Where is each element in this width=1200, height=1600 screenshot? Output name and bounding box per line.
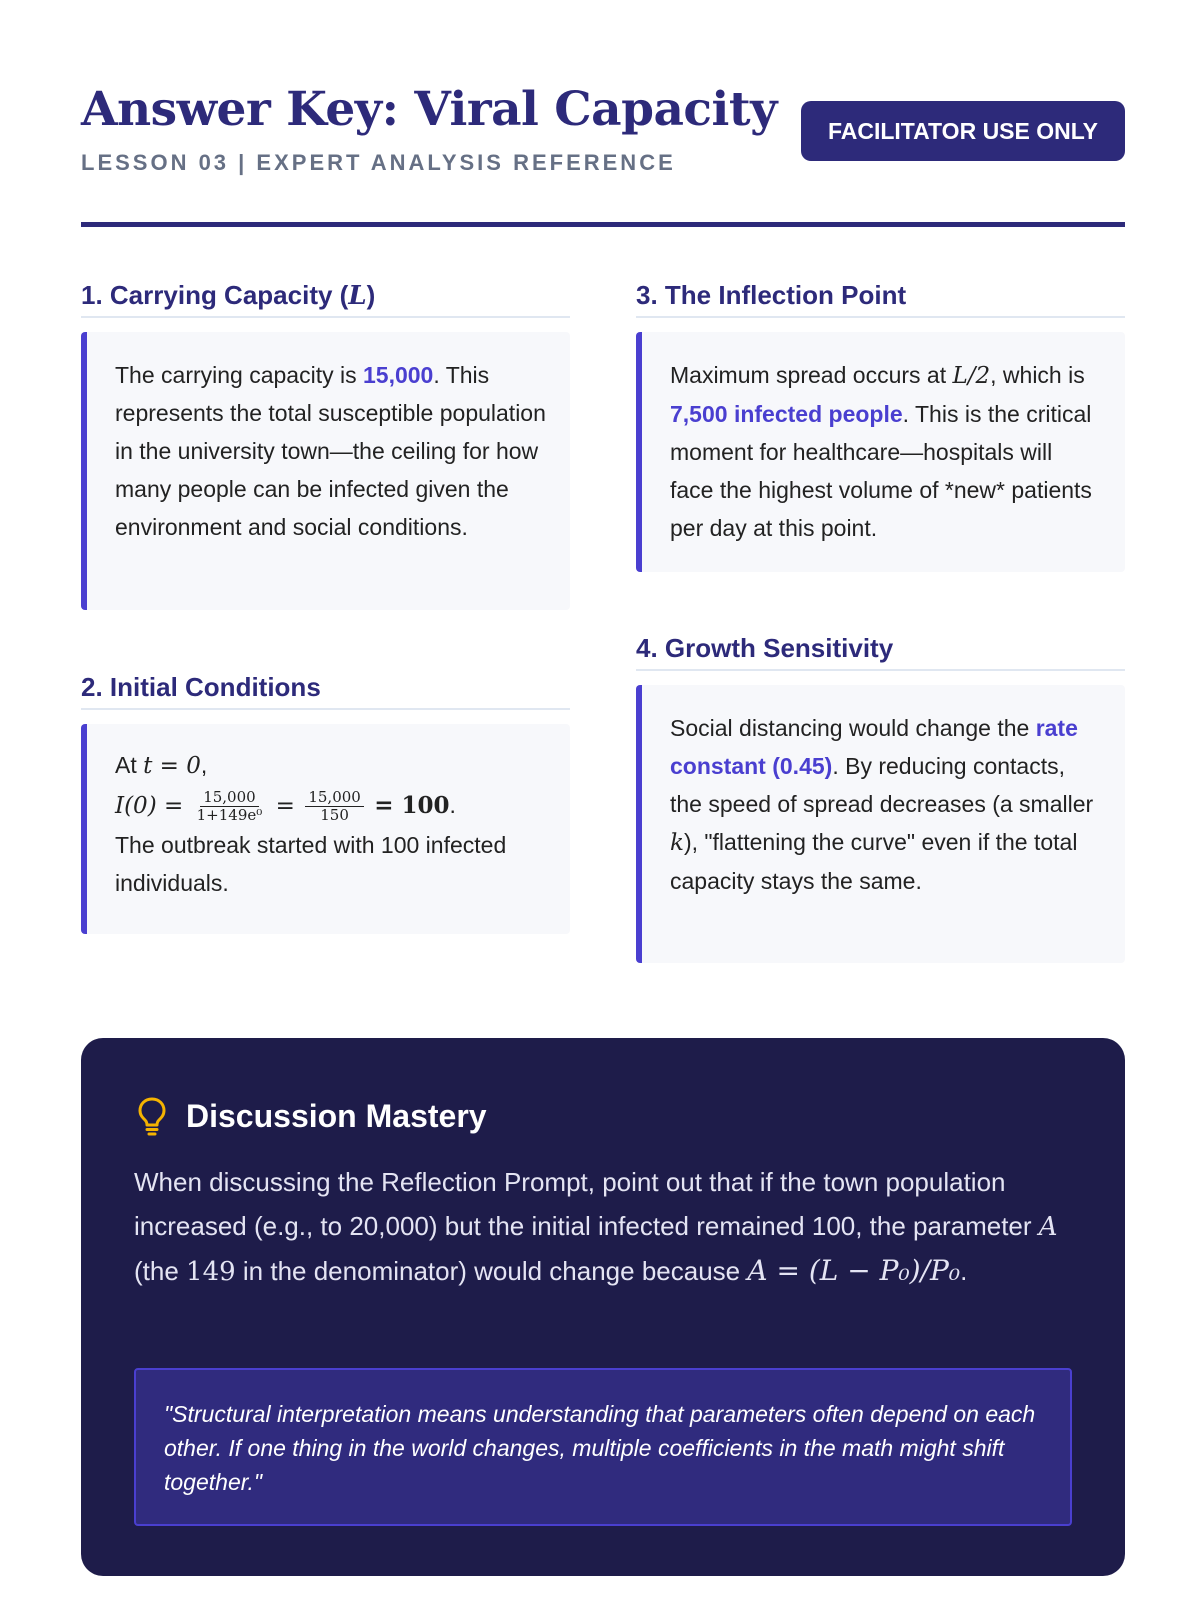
initial-equation: I(0) = $\frac{15,000}{\text{1+149e⁰}}$ = $\frac{15,000}{150}$ = 100. [115, 788, 456, 825]
mastery-quote: "Structural interpretation means understanding that parameters often depend on each other. If one thing in the world changes, multiple coefficients in the math might shift together." [134, 1368, 1072, 1526]
section-growth-sensitivity [636, 633, 1125, 963]
mastery-header [136, 1096, 487, 1136]
section-card: The carrying capacity is 15,000. This represents the total susceptible population in the university town—the ceiling for how many people can be infected given the environment and social conditions. [81, 332, 570, 610]
section-title: 1. Carrying Capacity (L) [81, 280, 570, 318]
section-card: Social distancing would change the rate constant (0.45). By reducing contacts, the speed of spread decreases (a smaller k), "flattening the curve" even if the total capacity stays the same. [636, 685, 1125, 963]
initial-time-line: At t = 0, [115, 752, 208, 779]
mastery-formula: A = (L − P₀)/P₀ [747, 1254, 961, 1287]
section-initial-conditions [81, 672, 570, 934]
highlight-value: 15,000 [362, 362, 434, 388]
facilitator-badge: FACILITATOR USE ONLY [801, 101, 1125, 161]
section-title: 3. The Inflection Point [636, 280, 1125, 318]
section-title: 2. Initial Conditions [81, 672, 570, 710]
section-title: 4. Growth Sensitivity [636, 633, 1125, 671]
page-title: Answer Key: Viral Capacity [81, 82, 777, 137]
page-header [81, 82, 1125, 227]
section-carrying-capacity [81, 280, 570, 610]
lightbulb-icon [136, 1096, 168, 1136]
section-card: Maximum spread occurs at L/2, which is 7,500 infected people. This is the critical moment for healthcare—hospitals will face the highest volume of *new* patients per day at this point. [636, 332, 1125, 572]
fraction: $\frac{15,000}{150}$ [305, 789, 364, 824]
mastery-title: Discussion Mastery [186, 1097, 487, 1134]
fraction: $\frac{15,000}{\text{1+149e⁰}}$ [196, 788, 263, 825]
section-inflection-point [636, 280, 1125, 572]
section-card: At t = 0, I(0) = $\frac{15,000}{\text{1+149e⁰}}$ = $\frac{15,000}{150}$ = 100. The outbreak started with 100 infected individuals. [81, 724, 570, 934]
highlight-value: rate constant (0.45) [670, 715, 1078, 779]
discussion-mastery-panel [81, 1038, 1125, 1576]
answer-key-page [81, 0, 1125, 1600]
page-subtitle: LESSON 03 | EXPERT ANALYSIS REFERENCE [81, 150, 676, 175]
mastery-body: When discussing the Reflection Prompt, point out that if the town population increased (e.g., to 20,000) but the initial infected remained 100, the parameter A (the 149 in the denominator) would change because A = (L − P₀)/P₀. [134, 1167, 1058, 1287]
highlight-value: 7,500 infected people [670, 401, 903, 427]
